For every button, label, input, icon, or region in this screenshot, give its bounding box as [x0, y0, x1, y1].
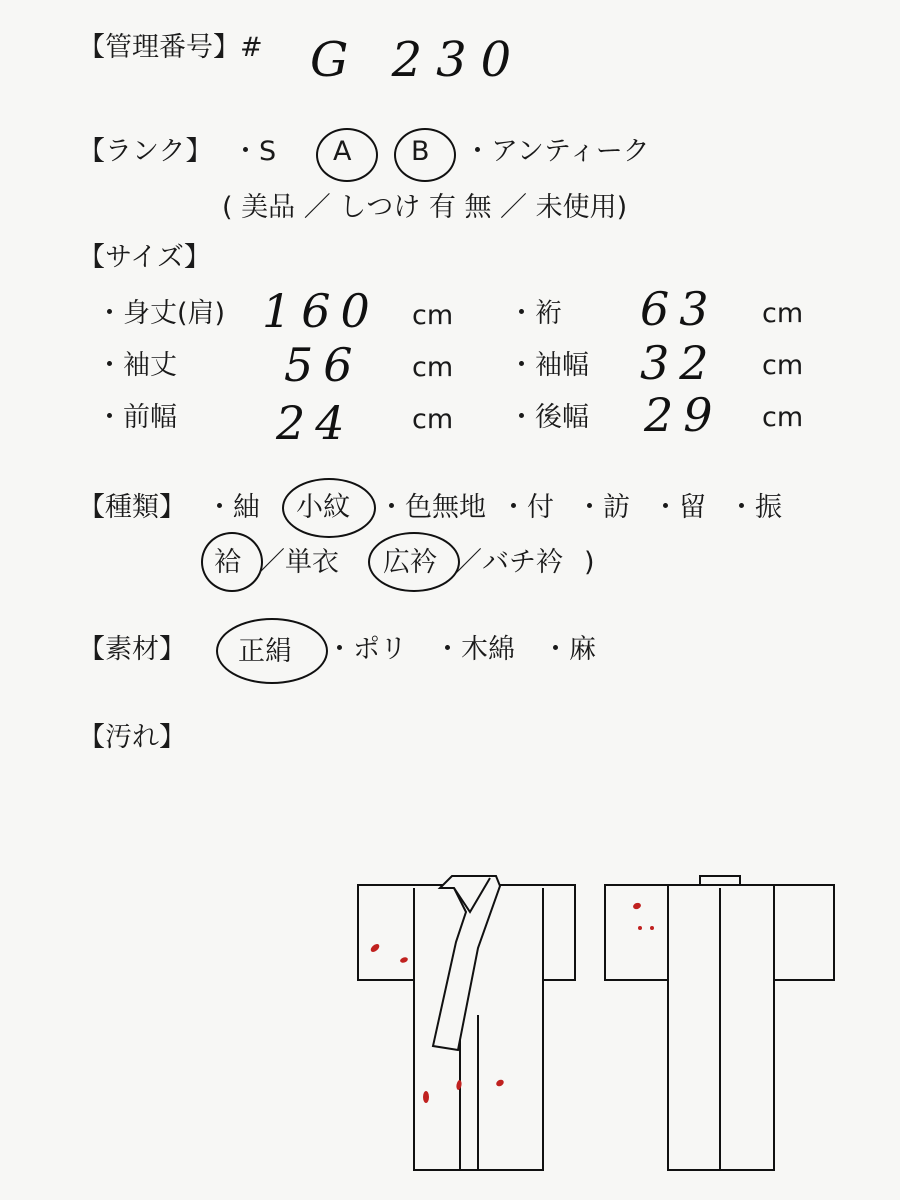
type-option-awase: 袷	[214, 547, 241, 578]
size-row1-right-label: ・裄	[508, 298, 562, 329]
size-row3-left-unit: cm	[412, 404, 454, 435]
type-option-hiroeri: 広衿	[383, 547, 437, 578]
size-row1-left-value: 160	[262, 284, 380, 338]
rank-option-b: B	[411, 136, 430, 167]
kimono-front-icon	[358, 876, 575, 1170]
size-label: 【サイズ】	[78, 242, 211, 273]
material-option-hemp: ・麻	[542, 634, 596, 665]
rank-option-antique: ・アンティーク	[464, 136, 650, 167]
size-row3-right-unit: cm	[762, 402, 804, 433]
type-option-hitoe: ／単衣	[258, 547, 339, 578]
type-option-iromuji: ・色無地	[378, 492, 486, 523]
type-option-tsumugi: ・紬	[206, 492, 260, 523]
size-row2-right-label: ・袖幅	[508, 350, 589, 381]
type-label: 【種類】	[78, 492, 186, 523]
rank-option-a: A	[333, 136, 352, 167]
size-row1-left-label: ・身丈(肩)	[96, 298, 226, 329]
size-row2-right-unit: cm	[762, 350, 804, 381]
size-row3-right-value: 29	[644, 388, 723, 442]
size-row2-left-label: ・袖丈	[96, 350, 177, 381]
size-row3-right-label: ・後幅	[508, 402, 589, 433]
type-option-tome: ・留	[652, 492, 706, 523]
size-row1-right-unit: cm	[762, 298, 804, 329]
size-row2-left-value: 56	[284, 338, 363, 392]
rank-label: 【ランク】	[78, 136, 213, 167]
material-label: 【素材】	[78, 634, 186, 665]
material-option-cotton: ・木綿	[434, 634, 515, 665]
type-option-komon: 小紋	[296, 492, 350, 523]
size-row3-left-value: 24	[276, 396, 355, 450]
size-row1-right-value: 63	[640, 282, 719, 336]
type-option-bachieri: ／バチ衿	[455, 547, 563, 578]
material-option-silk: 正絹	[238, 636, 292, 667]
stains-label: 【汚れ】	[78, 722, 186, 753]
type-option-furi: ・振	[728, 492, 782, 523]
size-row1-left-unit: cm	[412, 300, 454, 331]
size-row2-left-unit: cm	[412, 352, 454, 383]
material-option-poly: ・ポリ	[326, 634, 407, 665]
id-label: 【管理番号】#	[78, 32, 263, 63]
type-option-tsuke: ・付	[500, 492, 554, 523]
id-value: G 230	[310, 32, 526, 88]
size-row2-right-value: 32	[640, 336, 719, 390]
type-option-homon: ・訪	[576, 492, 630, 523]
rank-sub-line: ( 美品 ／ しつけ 有 無 ／ 未使用)	[222, 192, 628, 223]
kimono-back-icon	[605, 876, 834, 1170]
size-row3-left-label: ・前幅	[96, 402, 177, 433]
type-close-paren: )	[584, 547, 595, 578]
rank-option-s: ・S	[232, 136, 277, 167]
